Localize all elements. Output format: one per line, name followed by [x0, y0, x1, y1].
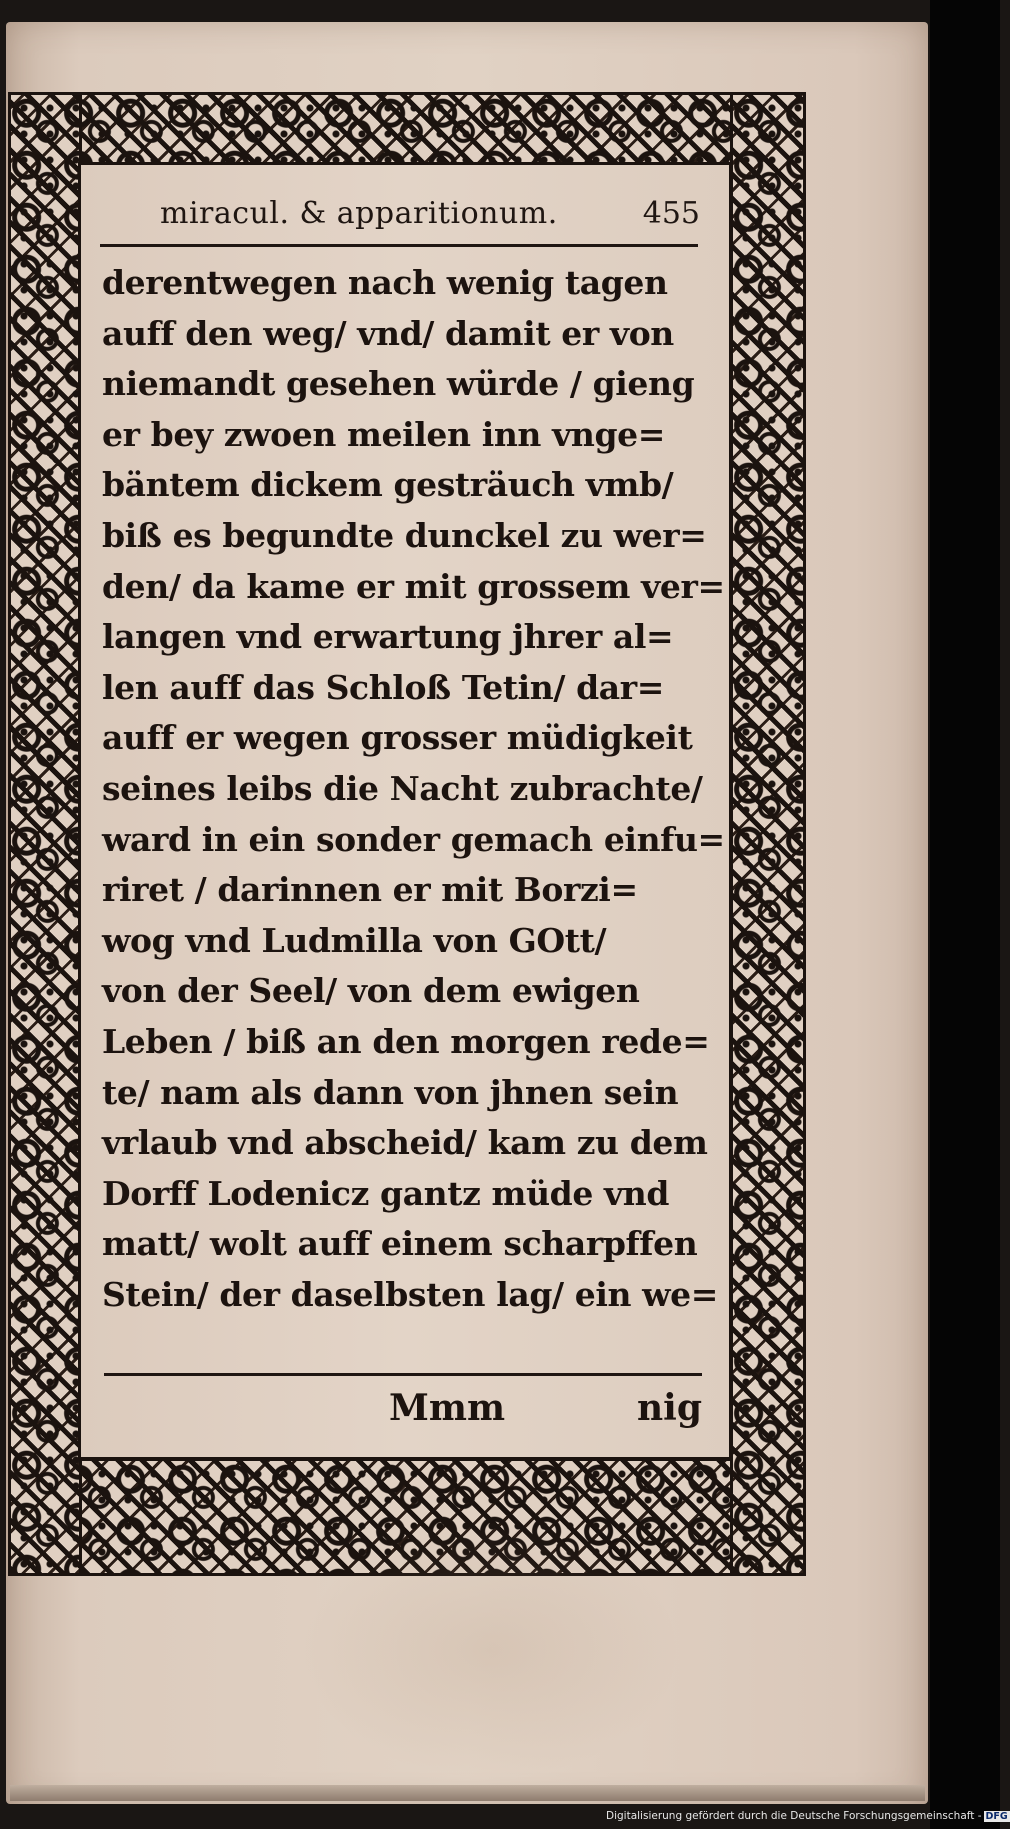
text-line: langen vnd erwartung jhrer al=: [102, 617, 674, 657]
running-head: miracul. & apparitionum.: [160, 196, 558, 231]
text-line: von der Seel/ von dem ewigen: [102, 971, 640, 1011]
text-line: ward in ein sonder gemach einfu=: [102, 819, 725, 859]
text-line: wog vnd Ludmilla von GOtt/: [102, 920, 607, 960]
woodcut-border-top: [8, 92, 806, 166]
text-line: len auff das Schloß Tetin/ dar=: [102, 667, 664, 707]
page-edge: [10, 1785, 925, 1801]
text-line: Dorff Lodenicz gantz müde vnd: [102, 1173, 670, 1213]
scan-background: [930, 0, 1000, 1829]
header-rule: [100, 244, 698, 247]
page-header: [160, 196, 700, 240]
dfg-logo: DFG: [985, 1811, 1008, 1822]
text-line: matt/ wolt auff einem scharpffen: [102, 1224, 698, 1264]
woodcut-border-right: [730, 92, 806, 1576]
text-line: den/ da kame er mit grossem ver=: [102, 566, 725, 606]
text-line: er bey zwoen meilen inn vnge=: [102, 414, 665, 454]
text-line: Leben / biß an den morgen rede=: [102, 1021, 710, 1061]
text-line: te/ nam als dann von jhnen sein: [102, 1072, 679, 1112]
footer-rule: [104, 1373, 702, 1376]
body-text: [102, 258, 725, 1320]
text-line: derentwegen nach wenig tagen: [102, 263, 668, 302]
text-line: auff den weg/ vnd/ damit er von: [102, 313, 674, 353]
text-line: biß es begundte dunckel zu wer=: [102, 515, 707, 555]
page-number: 455: [642, 196, 700, 231]
paper-stain: [300, 1520, 680, 1780]
catchword: nig: [636, 1387, 702, 1429]
credit-text: Digitalisierung gefördert durch die Deutsche Forschungsgemeinschaft -: [606, 1810, 982, 1822]
text-line: bäntem dickem gesträuch vmb/: [102, 465, 674, 505]
digitization-credit: [606, 1810, 1008, 1826]
signature-mark: Mmm: [389, 1387, 506, 1429]
woodcut-border-left: [8, 92, 82, 1576]
text-line: auff er wegen grosser müdigkeit: [102, 718, 693, 758]
text-line: riret / darinnen er mit Borzi=: [102, 870, 638, 910]
text-line: niemandt gesehen würde / gieng: [102, 364, 695, 404]
text-line: seines leibs die Nacht zubrachte/: [102, 768, 703, 808]
direction-line: [104, 1387, 702, 1437]
text-line: Stein/ der daselbsten lag/ ein we=: [102, 1274, 719, 1314]
text-line: vrlaub vnd abscheid/ kam zu dem: [102, 1123, 708, 1163]
